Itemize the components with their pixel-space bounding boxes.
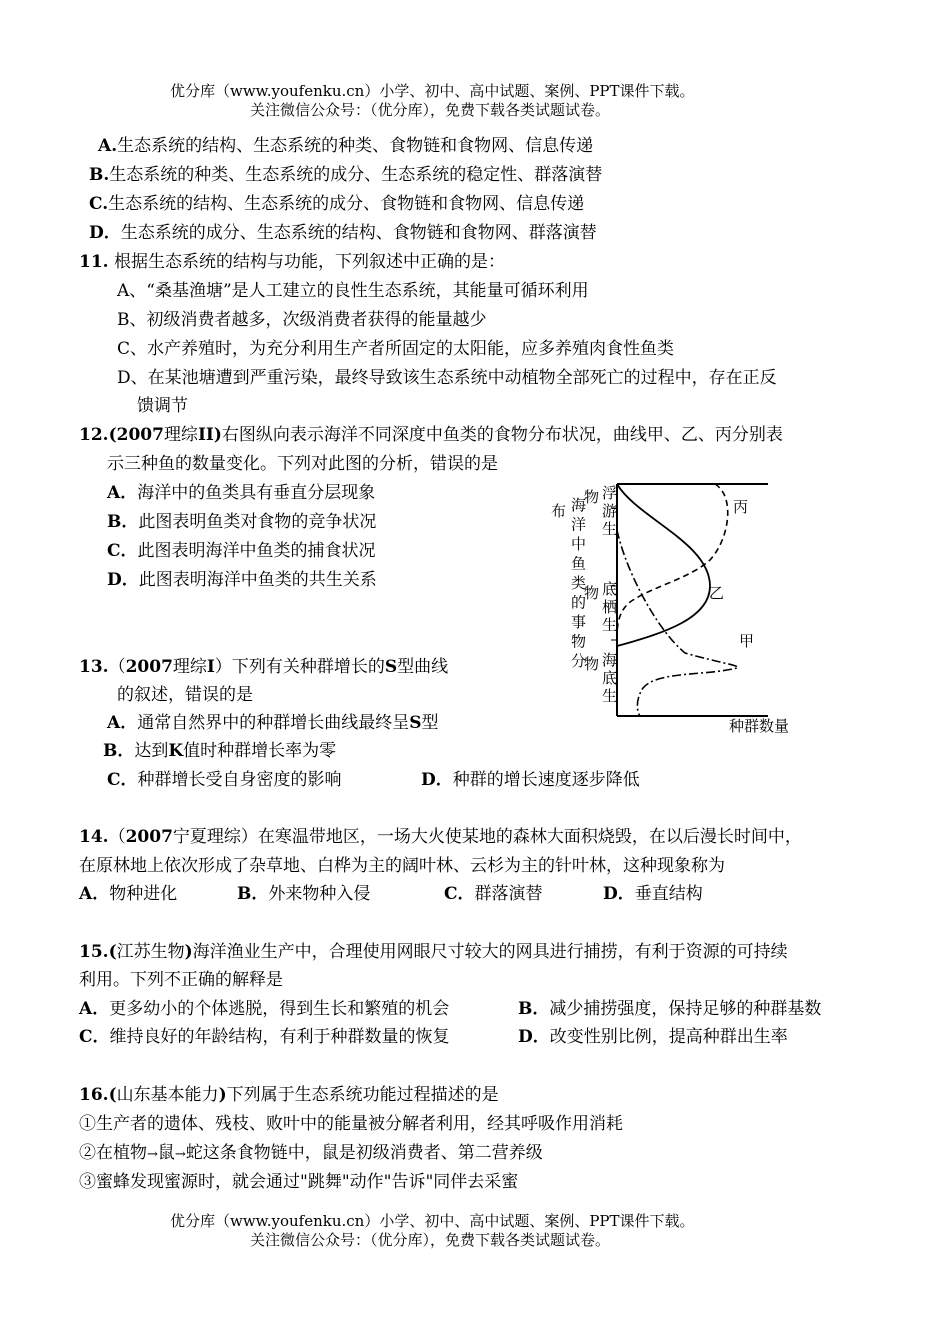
chart-level-label-char: 栖 (602, 598, 618, 616)
footer-line-2: 关注微信公众号：（优分库），免费下载各类试题试卷。 (250, 1231, 611, 1249)
q12-stem-text-1: 右图纵向表示海洋不同深度中鱼类的食物分布状况，曲线甲、乙、丙分别表 (221, 425, 783, 445)
q14-option-a (79, 882, 177, 906)
q16-item-2-b: 鼠 (157, 1143, 175, 1163)
chart-y-label-char: 物 (571, 632, 587, 651)
q15-option-a (79, 997, 449, 1021)
q12-option-b-label: B． (107, 512, 139, 532)
q16-item-3: ③蜜蜂发现蜜源时，就会通过"跳舞"动作"告诉"同伴去采蜜 (79, 1172, 519, 1192)
q14-source-close: ） (240, 827, 258, 847)
chart-level-label-char: 生 (602, 616, 618, 634)
chart-level-label-char: 物 (584, 488, 600, 506)
q14-option-c-label: C． (444, 884, 475, 904)
q16-item-2-c: 蛇这条食物链中，鼠是初级消费者、第二营养级 (185, 1143, 543, 1163)
q15-suffix: ) (184, 942, 193, 962)
q14-stem-line-1 (79, 825, 802, 849)
curve-jia-label: 甲 (739, 632, 755, 650)
q12-suffix: II) (197, 425, 222, 445)
q13-source: 理综 (172, 657, 207, 677)
q12-prefix: 12.(2007 (79, 425, 164, 445)
curve-yi (617, 484, 710, 646)
q13-option-d-label: D． (421, 770, 453, 790)
chart-y-levels (584, 484, 617, 705)
q10-option-b-label: B. (89, 165, 110, 185)
q12-stem-line-2: 示三种鱼的数量变化。下列对此图的分析，错误的是 (107, 454, 498, 474)
q13-option-d-text: 种群的增长速度逐步降低 (452, 770, 640, 790)
q13-source-open: （ (108, 657, 126, 677)
q16-item-2-a: ②在植物 (79, 1143, 147, 1163)
chart-level-label-char: 生 (602, 520, 618, 538)
header-line-1: 优分库（www.youfenku.cn）小学、初中、高中试题、案例、PPT课件下载。 (170, 82, 695, 100)
q12-option-a (107, 481, 375, 505)
q13-option-c (107, 768, 342, 792)
q11-option-d-line-1: D、在某池塘遭到严重污染，最终导致该生态系统中动植物全部死亡的过程中，存在正反 (117, 368, 777, 388)
q13-option-a-text: 通常自然界中的种群增长曲线最终呈 (137, 713, 410, 733)
q16-item-1: ①生产者的遗体、残枝、败叶中的能量被分解者利用，经其呼吸作用消耗 (79, 1114, 623, 1134)
q12-option-d-text: 此图表明海洋中鱼类的共生关系 (138, 570, 377, 590)
q14-option-b (237, 882, 370, 906)
q13-stem-line-1 (79, 655, 448, 679)
q15-stem-line-1 (79, 940, 788, 964)
q12-option-c-label: C． (107, 541, 138, 561)
q14-option-a-label: A． (79, 884, 110, 904)
chart-level-label-char: 生 (602, 687, 618, 705)
q16-stem-text: 下列属于生态系统功能过程描述的是 (226, 1085, 499, 1105)
q16-prefix: 16.( (79, 1085, 117, 1105)
q15-option-b (518, 997, 821, 1021)
q10-option-a-text: 生态系统的结构、生态系统的种类、食物链和食物网、信息传递 (117, 136, 594, 156)
q13-stem-c: 型曲线 (397, 657, 449, 677)
chart-y-label-char: 布 (551, 502, 567, 520)
q10-option-c-text: 生态系统的结构、生态系统的成分、食物链和食物网、信息传递 (108, 194, 585, 214)
chart-y-label-char: 中 (571, 535, 587, 553)
q13-option-b-text-1: 达到 (134, 741, 169, 761)
q15-option-a-text: 更多幼小的个体逃脱，得到生长和繁殖的机会 (109, 999, 450, 1019)
q10-option-a-label: A. (98, 136, 118, 156)
q13-source-close: ） (214, 657, 232, 677)
chart-level-label-char: 底 (602, 669, 618, 687)
chart-y-label-char: 海 (571, 496, 587, 514)
chart-level-label-char: 物 (584, 584, 600, 602)
curve-jia (617, 530, 738, 716)
footer-line-1: 优分库（www.youfenku.cn）小学、初中、高中试题、案例、PPT课件下载。 (170, 1212, 695, 1230)
q10-option-c (89, 192, 584, 216)
q12-option-d-label: D． (107, 570, 139, 590)
q16-item-2 (79, 1141, 543, 1167)
q15-stem-line-2: 利用。下列不正确的解释是 (79, 970, 283, 990)
q14-source: 宁夏理综 (172, 827, 241, 847)
header-line-2: 关注微信公众号：（优分库），免费下载各类试题试卷。 (250, 101, 611, 119)
curve-yi-label: 乙 (709, 584, 725, 602)
q14-option-b-label: B． (237, 884, 269, 904)
chart-level-label-char: 物 (584, 655, 600, 673)
q14-year: 2007 (125, 827, 173, 847)
chart-y-axis-label (551, 496, 586, 670)
q13-option-d (421, 768, 640, 792)
q13-option-a-end: 型 (421, 713, 439, 733)
q11-option-b: B、初级消费者越多，次级消费者获得的能量越少 (117, 310, 487, 330)
q12-option-a-label: A． (107, 483, 138, 503)
chart-y-label-char: 洋 (571, 515, 587, 534)
q11-option-a: A、“桑基渔塘”是人工建立的良性生态系统，其能量可循环利用 (117, 281, 589, 301)
q15-source: 江苏生物 (116, 942, 185, 962)
q13-stem-line-2: 的叙述，错误的是 (117, 685, 253, 705)
q15-option-c-label: C． (79, 1027, 110, 1047)
q10-option-b (89, 163, 602, 187)
q14-option-d-text: 垂直结构 (634, 884, 703, 904)
q11-number: 11. (79, 252, 109, 272)
q13-option-b-k: K (168, 741, 184, 761)
chart-x-axis-label: 种群数量 (729, 717, 790, 735)
q13-roman: I (206, 657, 215, 677)
q13-stem-a: 下列有关种群增长的 (231, 657, 385, 677)
q16-stem (79, 1083, 499, 1107)
q10-option-c-label: C. (89, 194, 109, 214)
q14-number: 14. (79, 827, 109, 847)
q15-option-d-label: D． (518, 1027, 550, 1047)
q12-option-c (107, 539, 376, 563)
chart-y-label-char: 类 (571, 574, 587, 592)
q15-option-d (518, 1025, 788, 1049)
q13-option-c-label: C． (107, 770, 138, 790)
q16-source: 山东基本能力 (116, 1085, 219, 1105)
q14-stem-line-2: 在原林地上依次形成了杂草地、白桦为主的阔叶林、云杉为主的针叶林，这种现象称为 (79, 856, 725, 876)
curve-bing (617, 484, 728, 640)
fish-distribution-chart (545, 478, 815, 738)
q15-prefix: 15.( (79, 942, 117, 962)
q13-option-b-text-2: 值时种群增长率为零 (183, 741, 337, 761)
q14-option-d-label: D． (603, 884, 635, 904)
chart-level-label-char: 游 (602, 502, 618, 520)
q14-option-b-text: 外来物种入侵 (268, 884, 371, 904)
q13-option-a (107, 711, 438, 735)
q12-source: 理综 (163, 425, 198, 445)
q15-option-b-text: 减少捕捞强度，保持足够的种群基数 (549, 999, 822, 1019)
curve-bing-label: 丙 (733, 498, 749, 516)
q12-option-b-text: 此图表明鱼类对食物的竞争状况 (138, 512, 377, 532)
q15-option-c-text: 维持良好的年龄结构，有利于种群数量的恢复 (109, 1027, 450, 1047)
q15-option-a-label: A． (79, 999, 110, 1019)
q12-stem-line-1 (79, 423, 783, 447)
q15-stem-text-1: 海洋渔业生产中，合理使用网眼尺寸较大的网具进行捕捞，有利于资源的可持续 (192, 942, 788, 962)
q12-option-a-text: 海洋中的鱼类具有垂直分层现象 (137, 483, 376, 503)
q16-suffix: ) (218, 1085, 227, 1105)
q10-option-d (89, 221, 597, 245)
q15-option-c (79, 1025, 450, 1049)
q10-option-a (98, 134, 593, 158)
q14-stem-text-1: 在寒温带地区，一场大火使某地的森林大面积烧毁，在以后漫长时间中， (257, 827, 802, 847)
q12-option-c-text: 此图表明海洋中鱼类的捕食状况 (137, 541, 376, 561)
q10-option-b-text: 生态系统的种类、生态系统的成分、生态系统的稳定性、群落演替 (109, 165, 603, 185)
q15-option-b-label: B． (518, 999, 550, 1019)
q12-option-d (107, 568, 377, 592)
chart-level-label-char: 浮 (602, 484, 618, 502)
q13-option-b-label: B． (103, 741, 135, 761)
q13-option-a-label: A． (107, 713, 138, 733)
q13-number: 13. (79, 657, 109, 677)
q13-stem-s: S (384, 657, 398, 677)
q10-option-d-text: 生态系统的成分、生态系统的结构、食物链和食物网、群落演替 (120, 223, 597, 243)
chart-y-label-char: 鱼 (571, 554, 587, 573)
q14-source-open: （ (108, 827, 126, 847)
q13-option-a-s: S (409, 713, 422, 733)
arrow-icon: → (147, 1147, 158, 1162)
chart-y-label-char: 的 (571, 593, 587, 612)
chart-y-label-char: 分 (571, 652, 587, 670)
chart-level-label-char: 底 (602, 580, 618, 598)
q10-option-d-label: D． (89, 223, 121, 243)
q13-year: 2007 (125, 657, 173, 677)
q11-stem (79, 250, 505, 274)
chart-level-label-char: 海 (602, 651, 618, 669)
q11-option-c: C、水产养殖时，为充分利用生产者所固定的太阳能，应多养殖肉食性鱼类 (117, 339, 675, 359)
q14-option-c (444, 882, 543, 906)
q13-option-c-text: 种群增长受自身密度的影响 (137, 770, 342, 790)
q11-option-d-line-2: 馈调节 (137, 396, 188, 416)
q14-option-d (603, 882, 703, 906)
q12-option-b (107, 510, 376, 534)
chart-y-label-char: 事 (571, 613, 587, 631)
q14-option-c-text: 群落演替 (474, 884, 543, 904)
q11-stem-text: 根据生态系统的结构与功能，下列叙述中正确的是： (113, 252, 505, 272)
arrow-icon: → (174, 1147, 186, 1162)
q13-option-b (103, 739, 336, 763)
q14-option-a-text: 物种进化 (109, 884, 178, 904)
q15-option-d-text: 改变性别比例，提高种群出生率 (549, 1027, 788, 1047)
